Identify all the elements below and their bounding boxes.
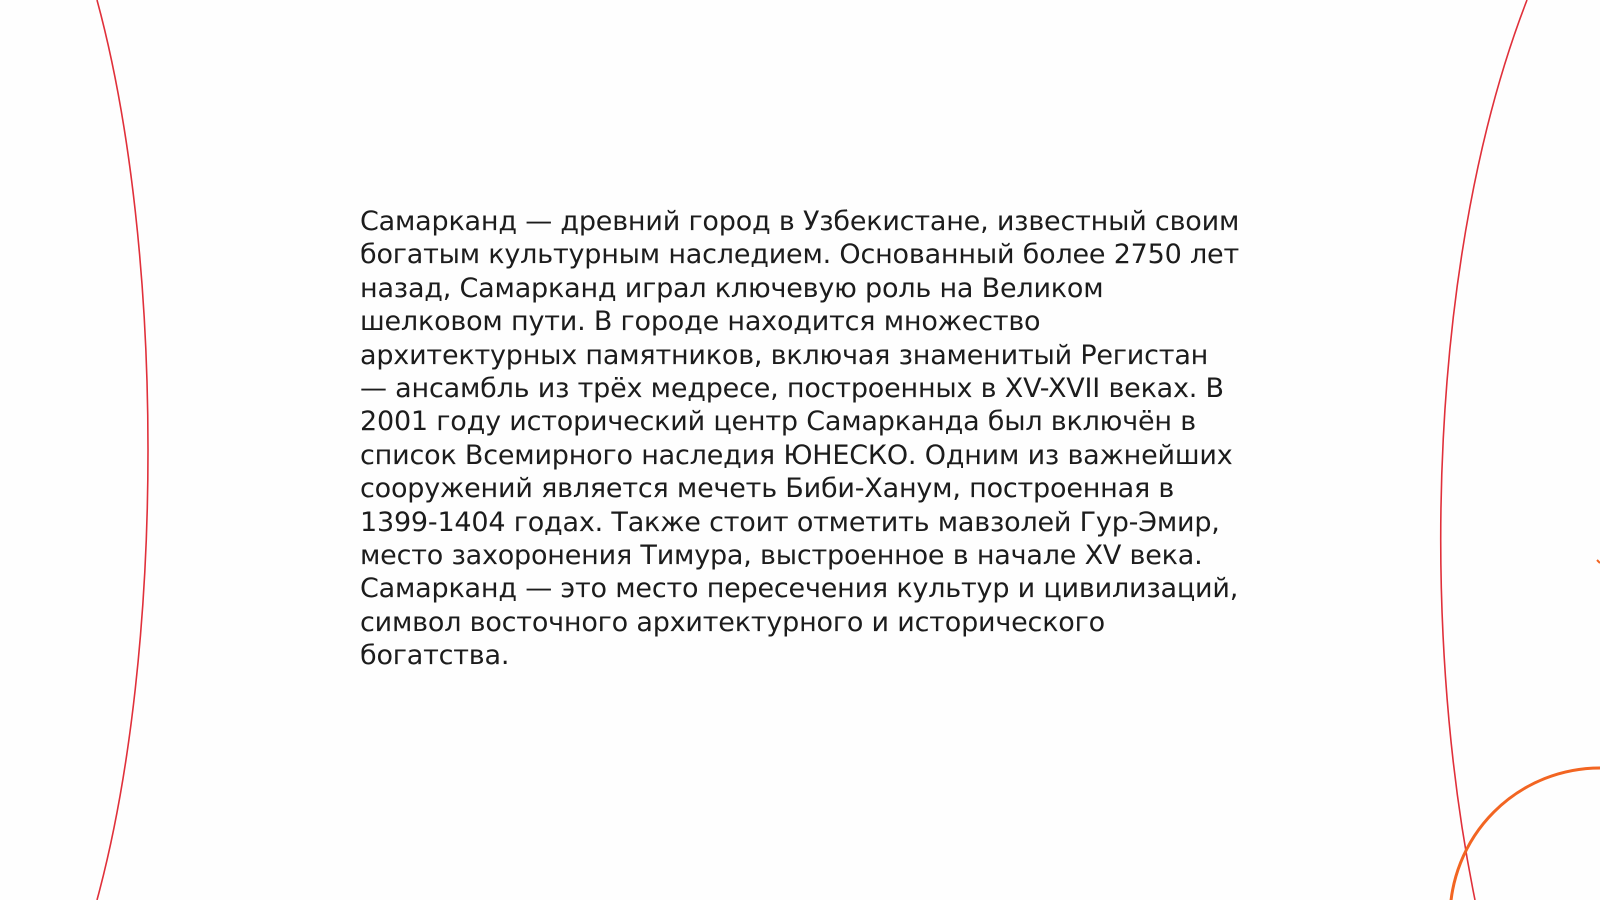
body-paragraph: Самарканд — древний город в Узбекистане, известный своим богатым культурным наследием. Основанный более 2750 лет назад, Самарканд играл ключевую роль на Великом шелковом пути. В городе находится множество архитектурных памятников, включая знаменитый Регистан — ансамбль из трёх медресе, построенных в XV-XVII веках. В 2001 году исторический центр Самарканда был включён в список Всемирного наследия ЮНЕСКО. Одним из важнейших сооружений является мечеть Биби-Ханум, построенная в 1399-1404 годах. Также стоит отметить мавзолей Гур-Эмир, место захоронения Тимура, выстроенное в начале XV века. Самарканд — это место пересечения культур и цивилизаций, символ восточного архитектурного и исторического богатства. [360,206,1240,672]
left-arc-line [97,0,148,900]
orange-circle-outline [1450,768,1600,900]
right-arc-line [1441,0,1527,900]
